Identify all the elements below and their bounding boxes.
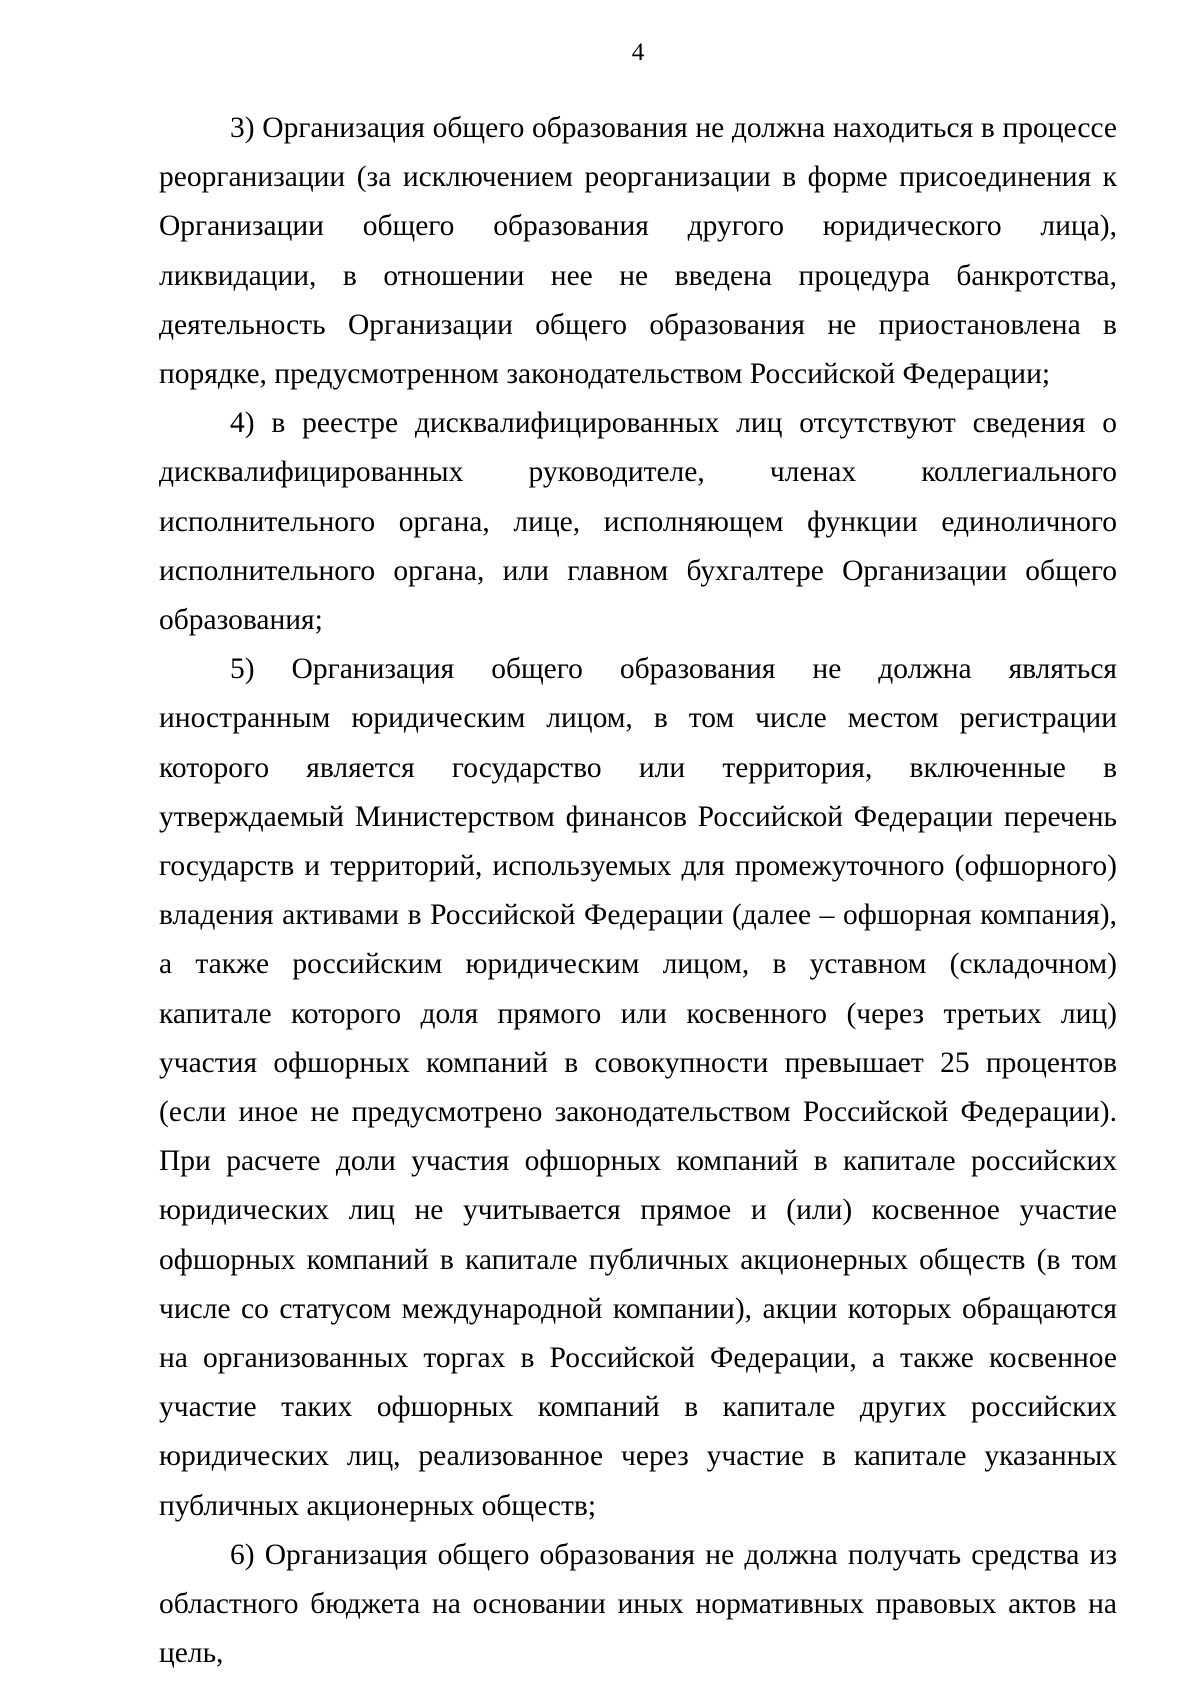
- paragraph-item-3: 3) Организация общего образования не должна находиться в процессе реорганизации (за исключением реорганизации в форме присоединения к Организации общего образования другого юридического лица), ликвидации, в отношении нее не введена процедура банкротства, деятельность Организации общего образования не приостановлена в порядке, предусмотренном законодательством Российской Федерации;: [159, 112, 1117, 391]
- document-body: [159, 104, 1117, 1679]
- paragraph-item-6: 6) Организация общего образования не должна получать средства из областного бюджета на основании иных нормативных правовых актов на цель,: [159, 1538, 1117, 1670]
- paragraph-item-4: 4) в реестре дисквалифицированных лиц отсутствуют сведения о дисквалифицированных руководителе, членах коллегиального исполнительного органа, лице, исполняющем функции единоличного исполнительного органа, или главном бухгалтере Организации общего образования;: [159, 407, 1117, 637]
- page-number: 4: [631, 39, 645, 66]
- paragraph-item-5: 5) Организация общего образования не должна являться иностранным юридическим лицом, в том числе местом регистрации которого является государство или территория, включенные в утверждаемый Министерством финансов Российской Федерации перечень государств и территорий, используемых для промежуточного (офшорного) владения активами в Российской Федерации (далее – офшорная компания), а также российским юридическим лицом, в уставном (складочном) капитале которого доля прямого или косвенного (через третьих лиц) участия офшорных компаний в совокупности превышает 25 процентов (если иное не предусмотрено законодательством Российской Федерации). При расчете доли участия офшорных компаний в капитале российских юридических лиц не учитывается прямое и (или) косвенное участие офшорных компаний в капитале публичных акционерных обществ (в том числе со статусом международной компании), акции которых обращаются на организованных торгах в Российской Федерации, а также косвенное участие таких офшорных компаний в капитале других российских юридических лиц, реализованное через участие в капитале указанных публичных акционерных обществ;: [159, 653, 1117, 1522]
